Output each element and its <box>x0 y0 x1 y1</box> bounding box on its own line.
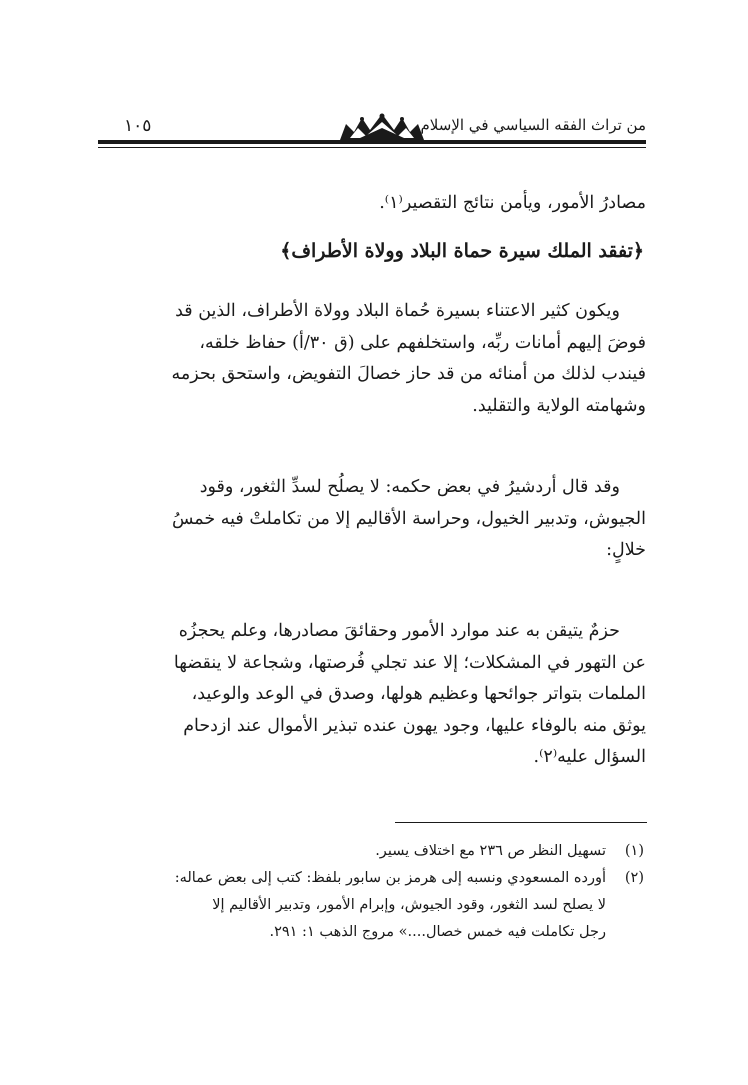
paragraph-line: فوضَ إليهم أمانات ربِّه، واستخلفهم على (ق ٣٠/أ) حفاظ خلقه، <box>199 332 646 353</box>
paragraph-3 <box>100 616 646 774</box>
intro-line-block <box>100 188 646 220</box>
paragraph-line: خلالٍ: <box>606 540 646 560</box>
footnote-2-continuation: رجل تكاملت فيه خمس خصال....» مروج الذهب ١: ٢٩١. <box>269 924 606 940</box>
header-rule-thin <box>98 147 646 148</box>
footnote-number: (٢) <box>624 870 644 886</box>
running-title: من تراث الفقه السياسي في الإسلام <box>420 116 646 134</box>
paragraph-2 <box>100 472 646 567</box>
paragraph-line: السؤال عليه⁽٢⁾. <box>533 747 646 767</box>
paragraph-line: ويكون كثير الاعتناء بسيرة حُماة البلاد وولاة الأطراف، الذين قد <box>175 301 620 321</box>
paragraph-line: وشهامته الولاية والتقليد. <box>472 395 646 416</box>
footnote-2 <box>98 865 644 892</box>
footnote-text: أورده المسعودي ونسبه إلى هرمز بن سابور بلفظ: كتب إلى بعض عماله: <box>174 870 606 886</box>
paragraph-line: الجيوش، وتدبير الخيول، وحراسة الأقاليم إلا من تكاملتْ فيه خمسُ <box>171 508 646 529</box>
footnote-number: (١) <box>624 843 644 859</box>
intro-line: مصادرُ الأمور، ويأمن نتائج التقصير⁽١⁾. <box>379 193 646 213</box>
paragraph-line: الملمات بتواتر جوائحها وعظيم هولها، وصدق في الوعد والوعيد، <box>191 684 646 704</box>
footnotes <box>98 838 644 946</box>
page-number: ١٠٥ <box>124 116 152 136</box>
paragraph-line: وقد قال أردشيرُ في بعض حكمه: لا يصلُح لسدِّ الثغور، وقود <box>199 477 620 497</box>
header-rule-thick <box>98 140 646 144</box>
paragraph-1 <box>100 296 646 422</box>
paragraph-line: عن التهور في المشكلات؛ إلا عند تجلي فُرصتها، وشجاعة لا ينقضها <box>173 652 646 673</box>
paragraph-line: فيندب لذلك من أمنائه من قد حاز خصالَ التفويض، واستحق بحزمه <box>171 364 646 384</box>
footnote-text: تسهيل النظر ص ٢٣٦ مع اختلاف يسير. <box>375 843 606 859</box>
paragraph-line: يوثق منه بالوفاء عليها، وجود يهون عنده تبذير الأموال عند ازدحام <box>183 715 646 736</box>
paragraph-line: حزمٌ يتيقن به عند موارد الأمور وحقائقَ مصادرها، وعلم يحجزُه <box>178 621 620 641</box>
crown-ornament-icon <box>336 112 428 142</box>
footnote-1 <box>98 838 644 865</box>
footnote-separator <box>395 822 647 823</box>
section-heading: ﴿تفقد الملك سيرة حماة البلاد وولاة الأطراف﴾ <box>280 240 644 262</box>
page-header <box>98 112 646 162</box>
footnote-2-continuation: لا يصلح لسد الثغور، وقود الجيوش، وإبرام الأمور، وتدبير الأقاليم إلا <box>212 897 606 913</box>
